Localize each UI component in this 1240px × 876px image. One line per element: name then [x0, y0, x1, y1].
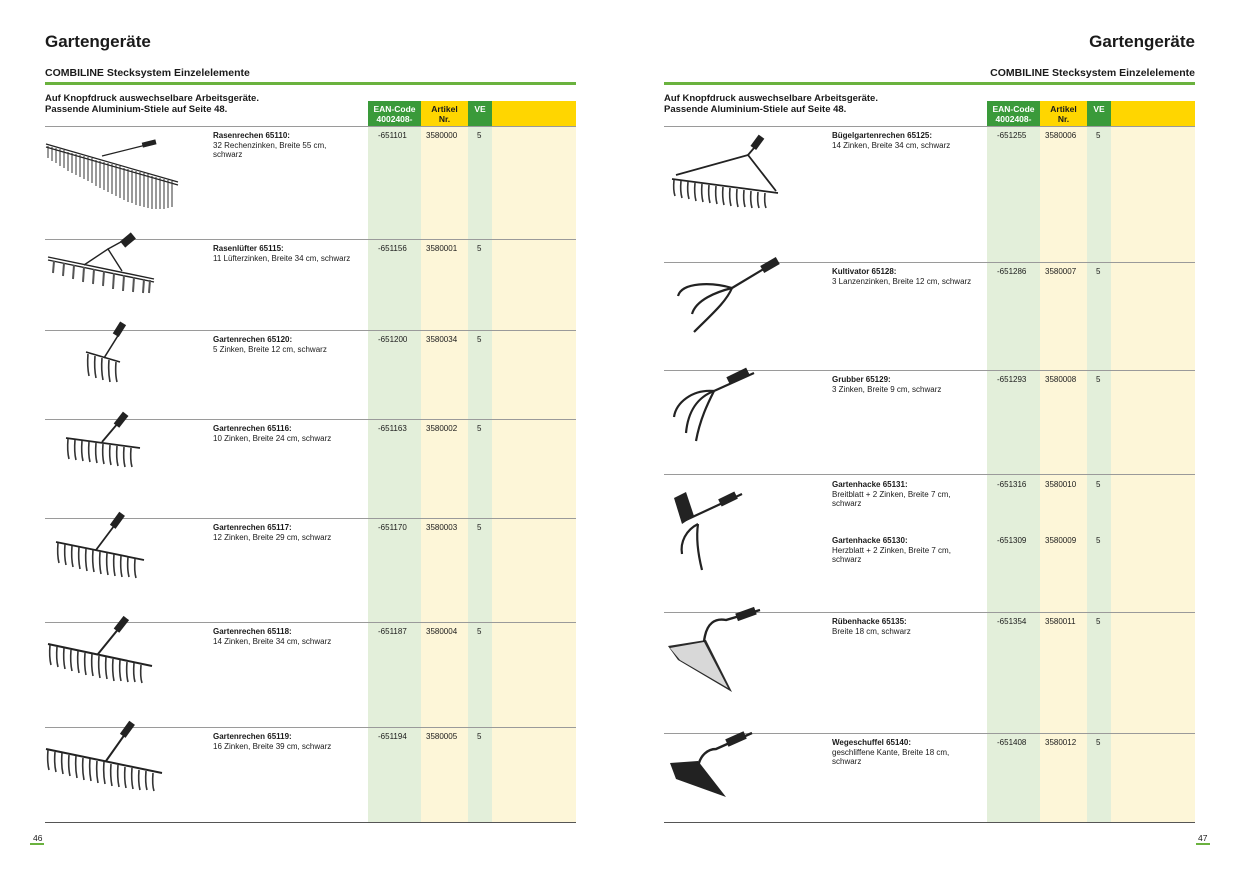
- product-name: Rübenhacke 65135:: [832, 617, 907, 626]
- ean-header-line-1: EAN-Code: [992, 104, 1035, 114]
- intro-line-1: Auf Knopfdruck auswechselbare Arbeitsgeräte.: [45, 93, 259, 104]
- product-description: 11 Lüfterzinken, Breite 34 cm, schwarz: [213, 253, 351, 263]
- article-value: 3580005: [426, 732, 458, 741]
- product-name: Grubber 65129:: [832, 375, 891, 384]
- beet-hoe-icon: [666, 602, 766, 694]
- ve-value: 5: [1096, 131, 1101, 140]
- ean-value: -651187: [378, 627, 407, 636]
- product-description: 5 Zinken, Breite 12 cm, schwarz: [213, 344, 327, 354]
- table-bottom-line: [45, 822, 576, 823]
- product-name: Gartenhacke 65131:: [832, 480, 908, 489]
- section-subtitle: COMBILINE Stecksystem Einzelelemente: [45, 67, 250, 79]
- extra-header: [492, 101, 576, 126]
- intro-line-2: Passende Aluminium-Stiele auf Seite 48.: [664, 104, 847, 115]
- ve-value: 5: [1096, 738, 1101, 747]
- product-name: Gartenhacke 65130:: [832, 536, 908, 545]
- ve-value: 5: [1096, 480, 1101, 489]
- section-subtitle: COMBILINE Stecksystem Einzelelemente: [990, 67, 1195, 79]
- article-value: 3580003: [426, 523, 458, 532]
- ean-value: -651286: [997, 267, 1027, 276]
- ean-header-line-2: 4002408-: [376, 114, 413, 124]
- grubber-icon: [668, 363, 764, 449]
- ve-column: [468, 101, 492, 823]
- ve-value: 5: [1096, 267, 1101, 276]
- ean-value: -651200: [378, 335, 408, 344]
- ean-value: -651194: [378, 732, 407, 741]
- green-rule: [664, 82, 1195, 85]
- ean-value: -651354: [997, 617, 1027, 626]
- product-name: Wegeschuffel 65140:: [832, 738, 911, 747]
- extra-column: [492, 101, 576, 823]
- product-description: Breitblatt + 2 Zinken, Breite 7 cm, schwarz: [832, 489, 951, 508]
- garden-rake-icon: [44, 614, 156, 690]
- bow-rake-icon: [668, 133, 784, 221]
- garden-rake-icon: [52, 510, 148, 584]
- article-value: 3580011: [1045, 617, 1076, 626]
- row-divider: [664, 126, 1195, 127]
- ean-value: -651255: [997, 131, 1027, 140]
- product-description: 14 Zinken, Breite 34 cm, schwarz: [213, 636, 332, 646]
- garden-hoe-icon: [672, 486, 748, 574]
- product-description: geschliffene Kante, Breite 18 cm, schwarz: [832, 747, 950, 766]
- article-value: 3580009: [1045, 536, 1077, 545]
- product-name: Gartenrechen 65117:: [213, 523, 292, 532]
- product-name: Rasenrechen 65110:: [213, 131, 290, 140]
- lawn-aerator-icon: [44, 231, 159, 297]
- article-value: 3580012: [1045, 738, 1077, 747]
- ean-column: [987, 101, 1040, 823]
- ve-header: VE: [468, 101, 492, 126]
- product-name: Gartenrechen 65118:: [213, 627, 292, 636]
- ean-value: -651408: [997, 738, 1027, 747]
- article-column: [1040, 101, 1087, 823]
- ve-value: 5: [1096, 617, 1101, 626]
- row-divider: [45, 126, 576, 127]
- product-description: 32 Rechenzinken, Breite 55 cm, schwarz: [213, 140, 327, 159]
- article-header-line-1: Artikel: [1050, 104, 1077, 114]
- article-header: [421, 101, 468, 126]
- product-description: 12 Zinken, Breite 29 cm, schwarz: [213, 532, 332, 542]
- product-name: Gartenrechen 65120:: [213, 335, 293, 344]
- row-divider: [664, 474, 1195, 475]
- product-description: Herzblatt + 2 Zinken, Breite 7 cm, schwarz: [832, 545, 951, 564]
- extra-header: [1111, 101, 1195, 126]
- article-header-line-2: Nr.: [438, 114, 451, 124]
- ean-column: [368, 101, 421, 823]
- product-description: 10 Zinken, Breite 24 cm, schwarz: [213, 433, 332, 443]
- ve-value: 5: [477, 335, 482, 344]
- ve-value: 5: [477, 732, 482, 741]
- extra-column: [1111, 101, 1195, 823]
- right-page: [620, 0, 1240, 876]
- intro-text: [664, 93, 878, 115]
- product-name: Gartenrechen 65119:: [213, 732, 292, 741]
- ean-header-line-2: 4002408-: [995, 114, 1032, 124]
- page-title: Gartengeräte: [1089, 32, 1195, 51]
- ve-value: 5: [477, 627, 482, 636]
- article-column: [421, 101, 468, 823]
- product-description: 14 Zinken, Breite 34 cm, schwarz: [832, 140, 951, 150]
- page-number: 46: [33, 833, 43, 843]
- ve-value: 5: [1096, 375, 1101, 384]
- ean-value: -651316: [997, 480, 1027, 489]
- product-description: 3 Zinken, Breite 9 cm, schwarz: [832, 384, 942, 394]
- table-bottom-line: [664, 822, 1195, 823]
- article-value: 3580010: [1045, 480, 1077, 489]
- ean-value: -651156: [378, 244, 407, 253]
- page-number-bar: [30, 843, 44, 845]
- article-value: 3580001: [426, 244, 458, 253]
- ean-value: -651163: [378, 424, 407, 433]
- garden-rake-icon: [42, 719, 166, 797]
- product-description: Breite 18 cm, schwarz: [832, 626, 911, 636]
- ean-header: [987, 101, 1040, 126]
- ean-header-line-1: EAN-Code: [373, 104, 416, 114]
- article-value: 3580007: [1045, 267, 1077, 276]
- ean-header: [368, 101, 421, 126]
- product-name: Kultivator 65128:: [832, 267, 897, 276]
- article-value: 3580006: [1045, 131, 1077, 140]
- ve-value: 5: [477, 244, 482, 253]
- ve-column: [1087, 101, 1111, 823]
- product-description: 3 Lanzenzinken, Breite 12 cm, schwarz: [832, 276, 972, 286]
- cultivator-icon: [672, 252, 784, 338]
- path-scuffle-icon: [668, 727, 758, 799]
- page-number-bar: [1196, 843, 1210, 845]
- garden-rake-icon: [82, 320, 132, 384]
- article-header-line-1: Artikel: [431, 104, 458, 114]
- product-name: Gartenrechen 65116:: [213, 424, 292, 433]
- ean-value: -651293: [997, 375, 1027, 384]
- ve-value: 5: [477, 131, 482, 140]
- article-header: [1040, 101, 1087, 126]
- product-name: Rasenlüfter 65115:: [213, 244, 284, 253]
- green-rule: [45, 82, 576, 85]
- article-header-line-2: Nr.: [1057, 114, 1070, 124]
- ve-value: 5: [1096, 536, 1101, 545]
- ean-value: -651170: [378, 523, 407, 532]
- page-title: Gartengeräte: [45, 32, 151, 51]
- ve-header: VE: [1087, 101, 1111, 126]
- product-name: Bügelgartenrechen 65125:: [832, 131, 933, 140]
- intro-line-1: Auf Knopfdruck auswechselbare Arbeitsgeräte.: [664, 93, 878, 104]
- article-value: 3580000: [426, 131, 458, 140]
- garden-rake-icon: [62, 410, 144, 470]
- article-value: 3580008: [1045, 375, 1077, 384]
- intro-line-2: Passende Aluminium-Stiele auf Seite 48.: [45, 104, 228, 115]
- ve-value: 5: [477, 523, 482, 532]
- ve-value: 5: [477, 424, 482, 433]
- page-number: 47: [1198, 833, 1208, 843]
- lawn-rake-icon: [42, 138, 182, 210]
- intro-text: [45, 93, 259, 115]
- article-value: 3580034: [426, 335, 458, 344]
- product-description: 16 Zinken, Breite 39 cm, schwarz: [213, 741, 332, 751]
- article-value: 3580004: [426, 627, 458, 636]
- ean-value: -651309: [997, 536, 1027, 545]
- article-value: 3580002: [426, 424, 458, 433]
- ean-value: -651101: [378, 131, 407, 140]
